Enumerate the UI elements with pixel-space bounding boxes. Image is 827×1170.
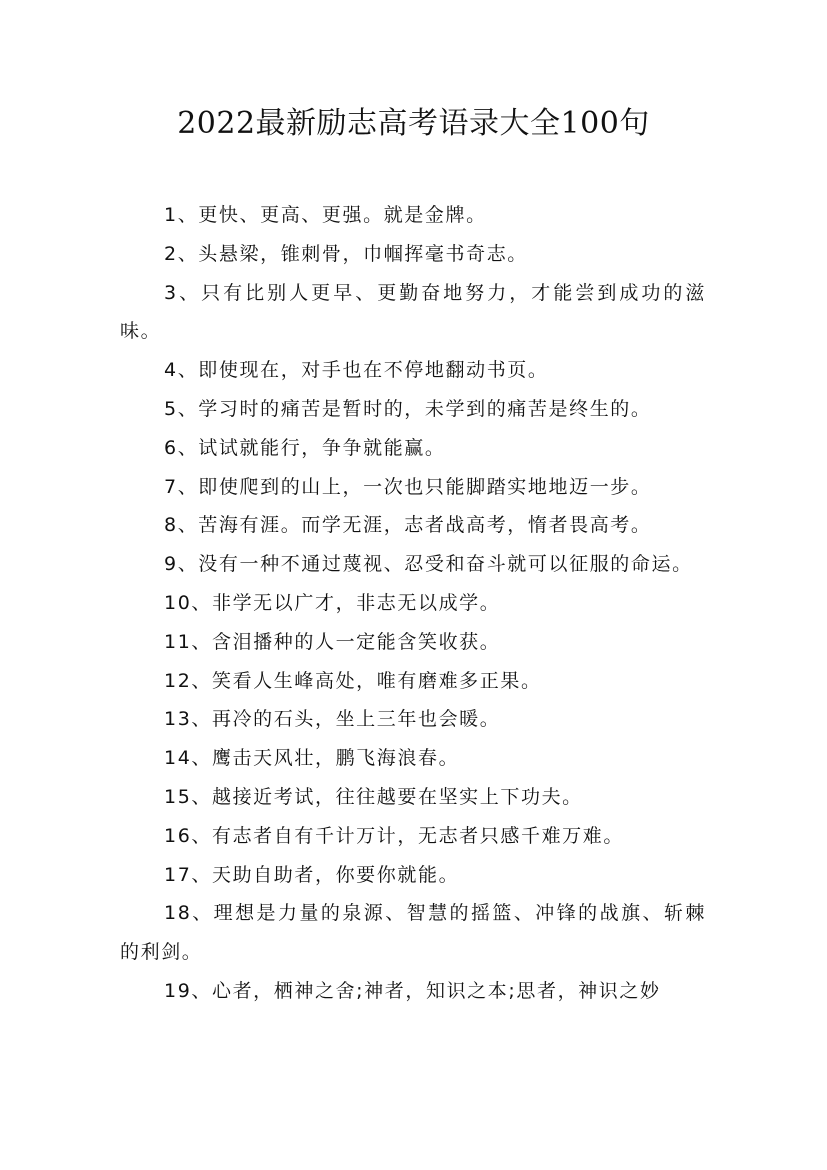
list-item: 16、有志者自有千计万计，无志者只感千难万难。: [164, 824, 624, 847]
document-title: 2022最新励志高考语录大全100句: [177, 106, 650, 141]
list-item: 18、理想是力量的泉源、智慧的摇篮、冲锋的战旗、斩棘的利剑。: [120, 902, 706, 964]
list-item: 14、鹰击天风壮，鹏飞海浪春。: [164, 747, 460, 770]
list-item: 11、含泪播种的人一定能含笑收获。: [164, 630, 501, 653]
list-item: 2、头悬梁，锥刺骨，巾帼挥毫书奇志。: [164, 242, 528, 265]
list-item: 13、再冷的石头，坐上三年也会暖。: [164, 708, 501, 731]
list-item: 10、非学无以广才，非志无以成学。: [164, 591, 501, 614]
list-item: 9、没有一种不通过蔑视、忍受和奋斗就可以征服的命运。: [164, 553, 693, 576]
list-item: 1、更快、更高、更强。就是金牌。: [164, 204, 487, 226]
list-item: 17、天助自助者，你要你就能。: [164, 863, 460, 886]
list-item: 5、学习时的痛苦是暂时的，未学到的痛苦是终生的。: [164, 397, 652, 420]
list-item: 8、苦海有涯。而学无涯，志者战高考，惰者畏高考。: [164, 514, 652, 537]
list-item: 3、只有比别人更早、更勤奋地努力，才能尝到成功的滋味。: [120, 281, 706, 343]
document-body: [120, 196, 706, 1011]
list-item: 4、即使现在，对手也在不停地翻动书页。: [164, 359, 549, 382]
list-item: 19、心者，栖神之舍;神者，知识之本;思者，神识之妙: [164, 979, 661, 1002]
list-item: 7、即使爬到的山上，一次也只能脚踏实地地迈一步。: [164, 475, 652, 498]
list-item: 12、笑看人生峰高处，唯有磨难多正果。: [164, 669, 542, 692]
list-item: 6、试试就能行，争争就能赢。: [164, 436, 446, 459]
list-item: 15、越接近考试，往往越要在坚实上下功夫。: [164, 785, 583, 808]
